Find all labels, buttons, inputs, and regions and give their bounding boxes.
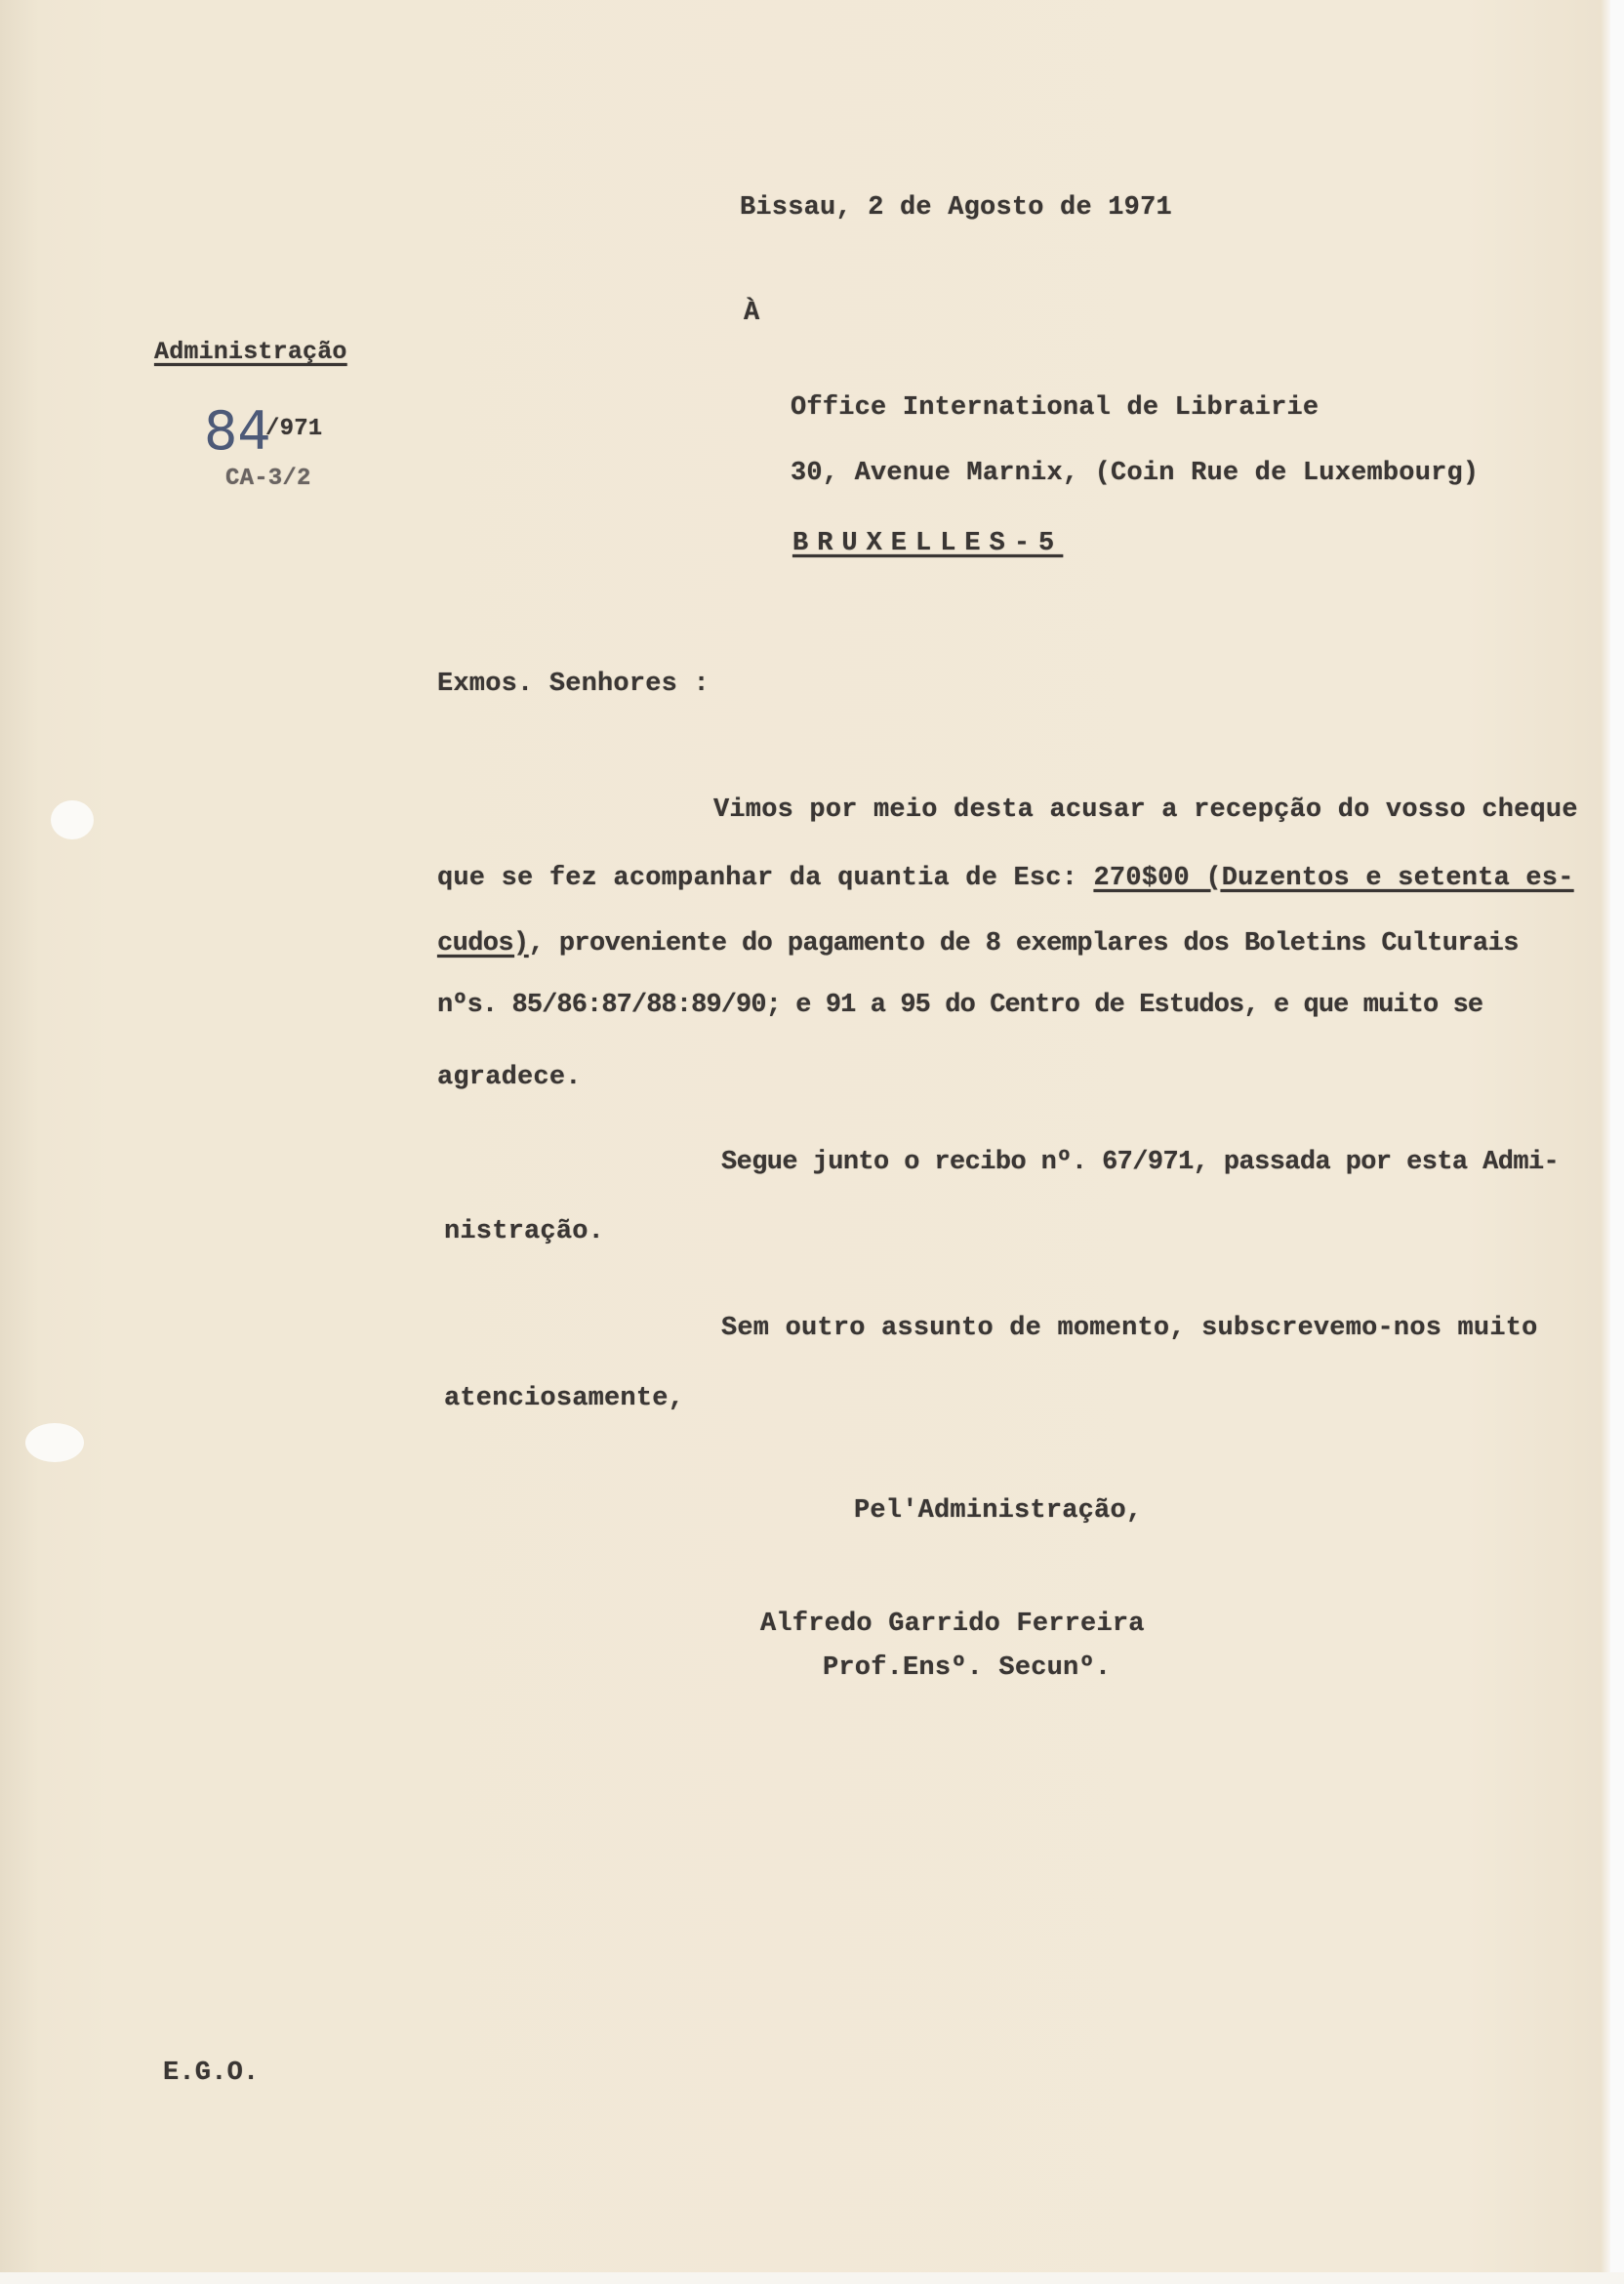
paragraph-line: nistração. <box>444 1217 605 1246</box>
recipient-address: 30, Avenue Marnix, (Coin Rue de Luxembourg) <box>791 459 1480 488</box>
place-date: Bissau, 2 de Agosto de 1971 <box>740 193 1172 223</box>
paragraph-line: Vimos por meio desta acusar a recepção do vosso cheque <box>713 795 1578 825</box>
signer-name: Alfredo Garrido Ferreira <box>760 1610 1145 1639</box>
to-marker: À <box>744 299 760 328</box>
paragraph-line: atenciosamente, <box>444 1384 685 1413</box>
department-label: Administração <box>154 338 347 366</box>
recipient-city: BRUXELLES-5 <box>792 529 1064 558</box>
recipient-name: Office International de Librairie <box>791 393 1320 423</box>
file-code: CA-3/2 <box>225 466 311 492</box>
paragraph-line <box>437 931 1519 958</box>
handwritten-ref: 84 <box>204 400 271 462</box>
amount-underlined-cont: cudos) <box>437 929 529 958</box>
punch-hole <box>25 1423 84 1462</box>
salutation: Exmos. Senhores : <box>437 670 710 699</box>
amount-underlined: 270$00 (Duzentos e setenta es- <box>1093 864 1574 893</box>
signer-title: Prof.Ensº. Secunº. <box>823 1653 1112 1683</box>
text-span: , proveniente do pagamento de 8 exemplares dos Boletins Culturais <box>528 929 1519 958</box>
text-span: que se fez acompanhar da quantia de Esc: <box>437 864 1094 893</box>
punch-hole <box>51 800 94 839</box>
paragraph-line: Segue junto o recibo nº. 67/971, passada por esta Admi- <box>721 1148 1560 1177</box>
paragraph-line: nºs. 85/86:87/88:89/90; e 91 a 95 do Centro de Estudos, e que muito se <box>437 991 1483 1020</box>
page-edge <box>1610 0 1624 2284</box>
paragraph-line: Sem outro assunto de momento, subscrevemo-nos muito <box>721 1314 1538 1343</box>
paragraph-line <box>437 866 1574 892</box>
page-edge-bottom <box>0 2272 1624 2284</box>
ref-year: /971 <box>265 416 323 442</box>
closing: Pel'Administração, <box>854 1496 1143 1526</box>
paragraph-line: agradece. <box>437 1063 582 1092</box>
typist-initials: E.G.O. <box>163 2059 260 2088</box>
